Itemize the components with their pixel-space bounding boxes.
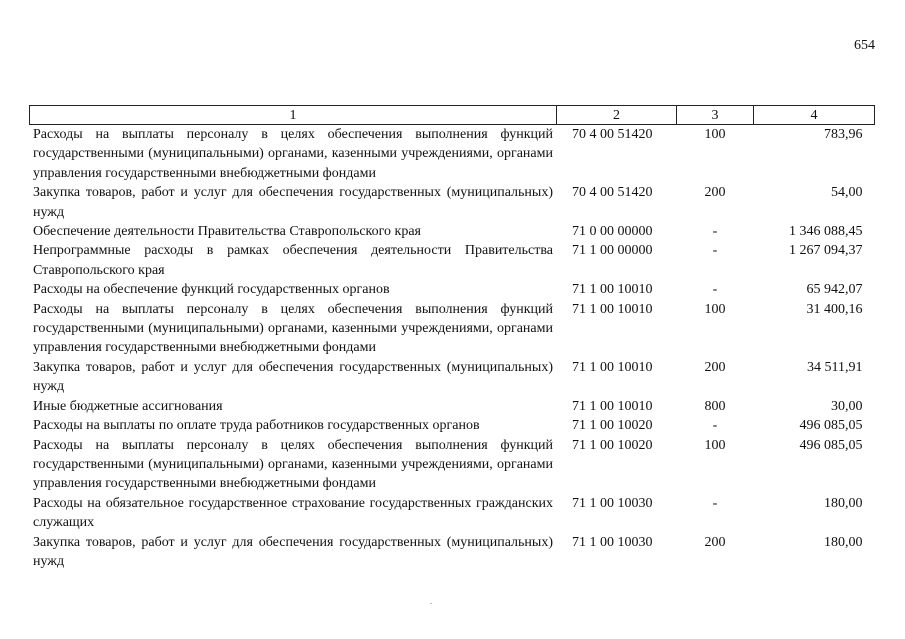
expense-type: 200: [704, 359, 726, 375]
target-code: 71 1 00 00000: [572, 243, 653, 259]
expense-name: Закупка товаров, работ и услуг для обеспечения государственных (муниципальных) нужд: [33, 359, 553, 395]
header-col-3: 3: [677, 106, 754, 125]
expense-type: 200: [704, 185, 726, 201]
target-code: 71 0 00 00000: [572, 224, 653, 240]
amount: 1 267 094,37: [789, 243, 863, 259]
expense-name: Закупка товаров, работ и услуг для обеспечения государственных (муниципальных) нужд: [33, 185, 553, 220]
table-row: [30, 300, 875, 358]
table-row: [30, 533, 875, 572]
amount: 65 942,07: [806, 282, 863, 298]
table-row: [30, 494, 875, 533]
table-row: [30, 416, 875, 435]
header-col-1: 1: [30, 106, 557, 125]
expense-name: Расходы на выплаты по оплате труда работников государственных органов: [33, 418, 480, 434]
target-code: 71 1 00 10010: [572, 398, 653, 414]
expense-type: 100: [704, 301, 726, 317]
amount: 496 085,05: [799, 418, 863, 434]
expense-name: Закупка товаров, работ и услуг для обеспечения государственных (муниципальных) нужд: [33, 534, 553, 569]
table-row: [30, 222, 875, 241]
table-row: [30, 436, 875, 494]
expense-type: -: [712, 495, 718, 511]
expense-type: -: [712, 282, 718, 298]
amount: 31 400,16: [806, 301, 863, 317]
budget-table: [29, 105, 875, 571]
target-code: 70 4 00 51420: [572, 127, 653, 142]
expense-type: -: [712, 243, 718, 259]
expense-type: -: [712, 224, 718, 240]
expense-type: -: [712, 418, 718, 434]
amount: 496 085,05: [799, 437, 863, 453]
target-code: 71 1 00 10010: [572, 301, 653, 317]
expense-name: Расходы на выплаты персоналу в целях обеспечения выполнения функций государственными (муниципальными) органами, казенными учреждениями, органами управления государственными внебюджетными фондами: [33, 301, 553, 356]
expense-type: 800: [704, 398, 726, 414]
target-code: 71 1 00 10010: [572, 282, 653, 298]
header-col-4: 4: [754, 106, 875, 125]
amount: 54,00: [831, 185, 863, 201]
amount: 34 511,91: [807, 359, 863, 375]
amount: 1 346 088,45: [789, 224, 863, 240]
table-header-row: [30, 106, 875, 125]
expense-type: 100: [704, 127, 726, 142]
amount: 180,00: [824, 495, 863, 511]
expense-name: Иные бюджетные ассигнования: [33, 398, 223, 414]
table-row: [30, 183, 875, 222]
table-row: [30, 241, 875, 280]
table-row: [30, 125, 875, 184]
expense-type: 200: [704, 534, 726, 550]
page-number: 654: [854, 38, 875, 53]
amount: 783,96: [824, 127, 863, 142]
target-code: 71 1 00 10030: [572, 534, 653, 550]
scan-speck: [430, 603, 432, 604]
expense-name: Обеспечение деятельности Правительства Ставропольского края: [33, 224, 421, 240]
header-col-2: 2: [557, 106, 677, 125]
table-row: [30, 280, 875, 299]
expense-name: Непрограммные расходы в рамках обеспечения деятельности Правительства Ставропольского края: [33, 243, 553, 278]
expense-name: Расходы на выплаты персоналу в целях обеспечения выполнения функций государственными (муниципальными) органами, казенными учреждениями, органами управления государственными внебюджетными фондами: [33, 127, 553, 181]
expense-name: Расходы на обязательное государственное страхование государственных гражданских служащих: [33, 495, 553, 531]
target-code: 71 1 00 10020: [572, 418, 653, 434]
amount: 180,00: [824, 534, 863, 550]
table-row: [30, 358, 875, 397]
table-row: [30, 397, 875, 416]
target-code: 71 1 00 10030: [572, 495, 653, 511]
amount: 30,00: [831, 398, 863, 414]
expense-name: Расходы на выплаты персоналу в целях обеспечения выполнения функций государственными (муниципальными) органами, казенными учреждениями, органами управления государственными внебюджетными фондами: [33, 437, 553, 492]
expense-type: 100: [704, 437, 726, 453]
expense-name: Расходы на обеспечение функций государственных органов: [33, 282, 390, 298]
target-code: 71 1 00 10020: [572, 437, 653, 453]
target-code: 71 1 00 10010: [572, 359, 653, 375]
target-code: 70 4 00 51420: [572, 185, 653, 201]
